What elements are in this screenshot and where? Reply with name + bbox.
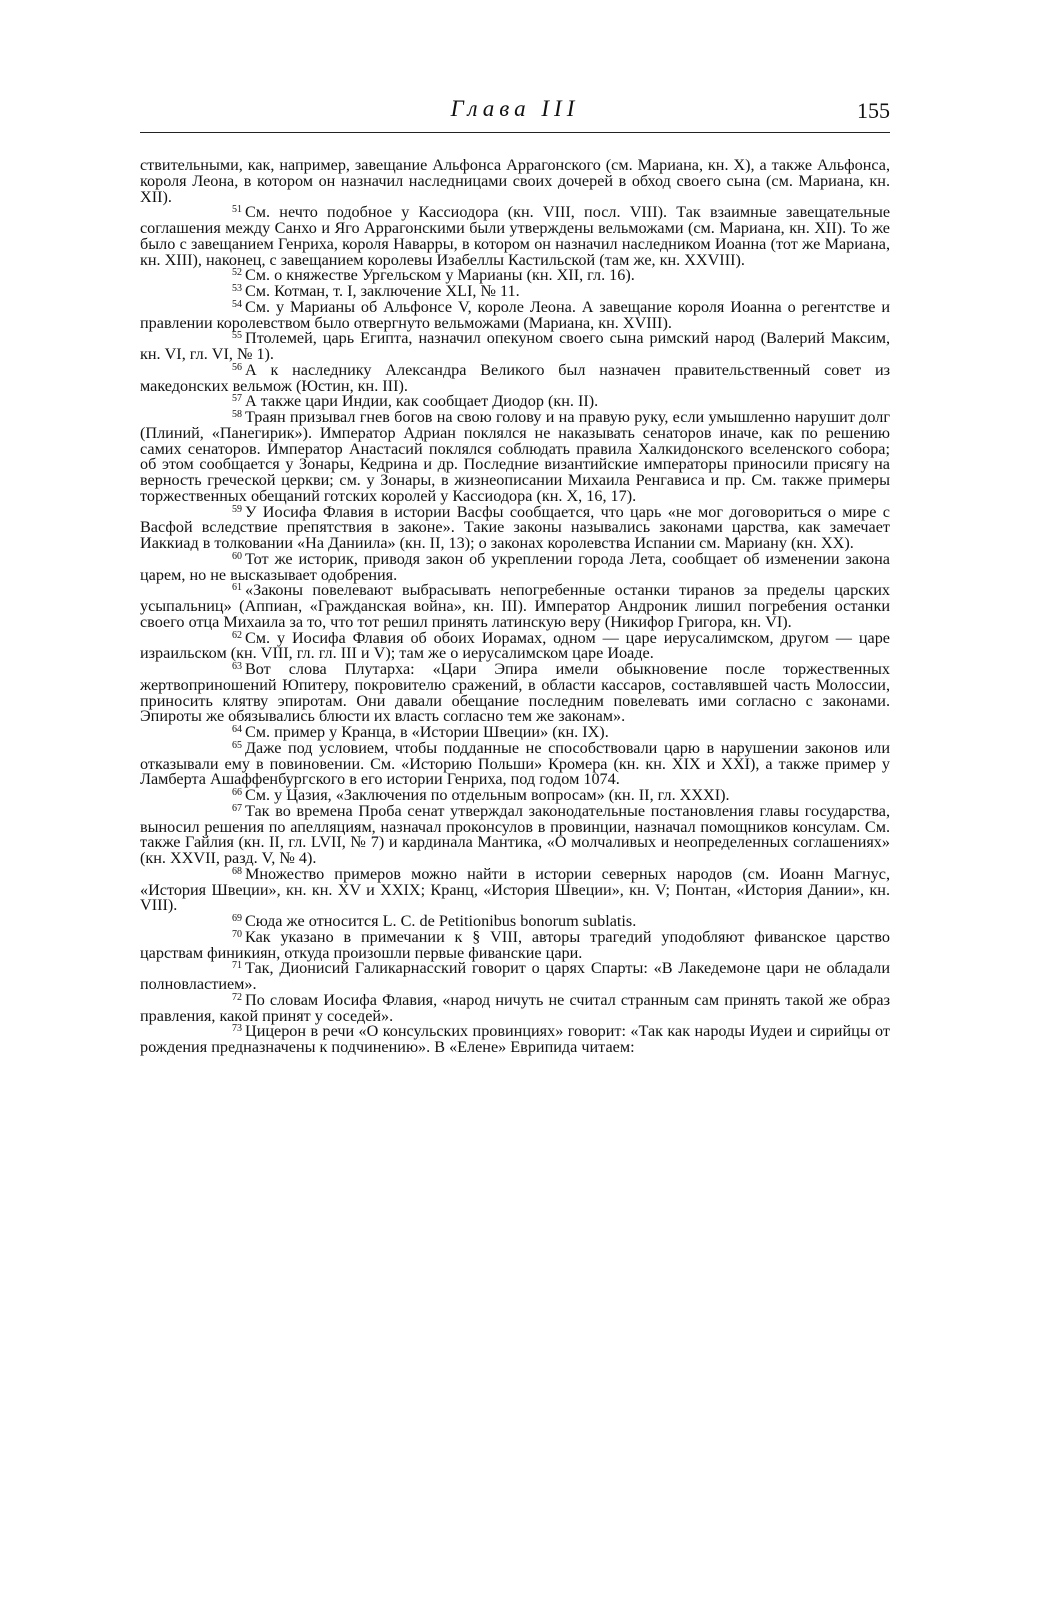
footnote-number: 65 [232,739,242,751]
footnote-text: Цицерон в речи «О консульских провинциях» говорит: «Так как народы Иудеи и сирийцы от рождения предназначены к подчинению». В «Елене» Еврипида читаем: [140,1022,890,1056]
footnote-number: 72 [232,991,242,1003]
footnote-text: См. пример у Кранца, в «Истории Швеции» (кн. IX). [245,723,609,741]
footnote-number: 52 [232,267,242,279]
footnote [140,864,890,915]
footnote-text: Вот слова Плутарха: «Цари Эпира имели обыкновение после торжественных жертвоприношений Юпитеру, покровителю сражений, в области кассаров, составлявшей часть Молоссии, приносить клятву эпиротам. Они давали обещание последним повелевать ими согласно с законами. Эпироты же обязывались блюсти их власть согласно тем же законам». [140,660,890,726]
footnote [140,583,890,630]
footnote-text: Как указано в примечании к § VIII, авторы трагедий уподобляют фиванское царство царствам финикиян, откуда произошли первые фиванские цари. [140,927,890,962]
chapter-title: Глава III [450,96,580,121]
footnote-text: А также цари Индии, как сообщает Диодор (кн. II). [245,392,599,411]
footnote [140,961,890,993]
book-page [140,96,890,1056]
footnote [140,158,890,205]
footnote-text: См. у Иосифа Флавия об обоих Иорамах, одном — царе иерусалимском, другом — царе израильском (кн. VIII, гл. гл. III и V); там же о иерусалимском царе Иоаде. [140,628,890,663]
footnote-number: 59 [232,503,242,515]
footnote-number: 55 [232,330,242,342]
footnote-number: 61 [232,582,242,594]
footnote-text: «Законы повелевают выбрасывать непогребенные останки тиранов за пределы царских усыпальниц» (Аппиан, «Гражданская война», кн. III). Император Андроник лишил погребения останки своего отца Михаила за то, что тот решил принять латинскую веру (Никифор Григора, кн. VI). [140,581,890,631]
footnote-text: Множество примеров можно найти в истории северных народов (см. Иоанн Магнус, «История Швеции», кн. кн. XV и XXIX; Кранц, «История Швеции», кн. V; Понтан, «История Дании», кн. VIII). [140,864,890,915]
footnote-text: Так, Дионисий Галикарнасский говорит о царях Спарты: «В Лакедемоне цари не обладали полновластием». [140,959,890,993]
footnote-number: 53 [232,283,242,294]
footnote-text: См. нечто подобное у Кассиодора (кн. VIII, посл. VIII). Так взаимные завещательные соглашения между Санхо и Яго Аррагонскими были утверждены вельможами (см. Мариана, кн. XII). То же было с завещанием Генриха, короля Наварры, в котором он назначил наследником Иоанна (тот же Мариана, кн. XIII), наконец, с завещанием королевы Изабеллы Кастильской (там же, кн. XXVIII). [140,203,890,269]
footnote-text: У Иосифа Флавия в истории Васфы сообщается, что царь «не мог договориться о мире с Васфой вследствие препятствия в законе». Такие законы назывались законами царства, как замечает Иаккиад в толковании «На Даниила» (кн. II, 13); о законах королевства Испании см. Мариану (кн. XX). [140,502,890,552]
footnote-number: 68 [232,865,242,877]
footnote-number: 62 [232,629,242,641]
footnote [140,410,890,505]
footnote [140,205,890,268]
footnote-text: А к наследнику Александра Великого был назначен правительственный совет из македонских вельмож (Юстин, кн. III). [140,360,890,395]
footnote-text: По словам Иосифа Флавия, «народ ничуть не считал странным сам принять такой же образ правления, какой принят у соседей». [140,990,890,1025]
footnote [140,549,890,584]
footnote [140,990,890,1025]
footnote [140,738,890,789]
footnote-text: См. Котман, т. I, заключение XLI, № 11. [245,282,520,300]
footnote-text: См. о княжестве Ургельском у Марианы (кн. XII, гл. 16). [245,266,635,285]
footnote-text: Так во времена Проба сенат утверждал законодательные постановления главы государства, выносил решения по апелляциям, назначал проконсулов в провинции, назначал помощников консулам. См. также Гайлия (кн. II, гл. LVII, № 7) и кардинала Мантика, «О молчаливых и неопределенных соглашениях» (кн. XXVII, разд. V, № 4). [140,801,890,867]
footnote-number: 69 [232,913,242,924]
footnote [140,360,890,395]
footnote-number: 57 [232,393,242,405]
footnotes [140,158,890,1056]
footnote-number: 71 [232,960,242,972]
footnote-text: Тот же историк, приводя закон об укреплении города Лета, сообщает об изменении закона царем, но не высказывает одобрения. [140,549,890,584]
footnote [140,297,890,332]
footnote-number: 56 [232,361,242,373]
footnote [140,331,890,363]
footnote-number: 70 [232,928,242,940]
footnote [140,502,890,552]
footnote-number: 67 [232,802,242,814]
header-rule [140,132,890,133]
footnote-number: 60 [232,550,242,562]
footnote-text: Птолемей, царь Египта, назначил опекуном своего сына римский народ (Валерий Максим, кн. VI, гл. VI, № 1). [140,329,890,363]
footnote-number: 64 [232,724,242,735]
footnote-number: 66 [232,787,242,798]
footnote-number: 51 [232,204,242,216]
footnote [140,801,890,867]
footnote [140,662,890,725]
footnote-text: Сюда же относится L. C. de Petitionibus bonorum sublatis. [245,912,637,930]
footnote-text: См. у Марианы об Альфонсе V, короле Леона. А завещание короля Иоанна о регентстве и правлении королевством было отвергнуто вельможами (Мариана, кн. XVIII). [140,297,890,332]
footnote-number: 54 [232,298,242,310]
footnote-text: Траян призывал гнев богов на свою голову и на правую руку, если умышленно нарушит долг (Плиний, «Панегирик»). Император Адриан поклялся не наказывать сенаторов иначе, как по решению самих сенаторов. Император Анастасий поклялся соблюдать правила Халкидонского вселенского собора; об этом сообщается у Зонары, Кедрина и др. Последние византийские императоры приносили присягу на верность греческой церкви; см. у Зонары, в жизнеописании Михаила Ренгависа и пр. См. также примеры торжественных обещаний готских королей у Кассиодора (кн. X, 16, 17). [140,408,890,505]
footnote [140,1024,890,1056]
footnote-number: 63 [232,661,242,672]
footnote-text: ствительными, как, например, завещание Альфонса Аррагонского (см. Мариана, кн. X), а также Альфонса, короля Леона, в котором он назначил наследницами своих дочерей в обход своего сына (см. Мариана, кн. XII). [140,156,890,206]
footnote-text: См. у Цазия, «Заключения по отдельным вопросам» (кн. II, гл. XXXI). [245,786,730,804]
footnote-text: Даже под условием, чтобы подданные не способствовали царю в нарушении законов или отказывали ему в повиновении. См. «Историю Польши» Кромера (кн. кн. XIX и XXI), а также пример у Ламберта Ашаффенбургского в его истории Генриха, под годом 1074. [140,738,890,789]
page-number: 155 [857,98,890,123]
footnote [140,927,890,962]
footnote-number: 58 [232,409,242,420]
footnote [140,628,890,663]
running-header [140,96,890,130]
footnote-number: 73 [232,1023,242,1035]
